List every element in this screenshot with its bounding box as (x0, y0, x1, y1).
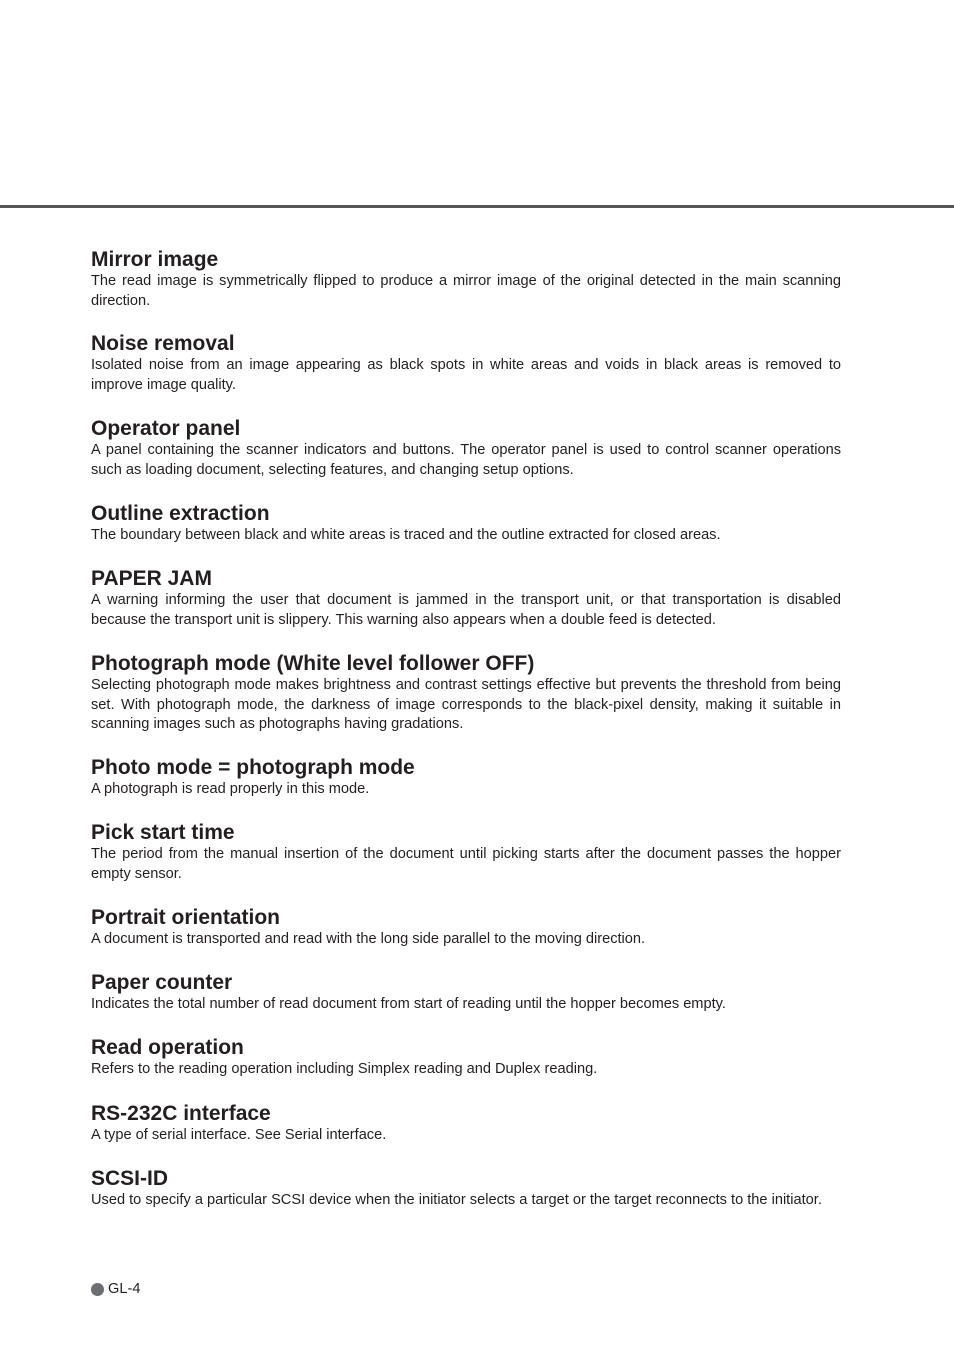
term-heading: Portrait orientation (91, 906, 281, 929)
term-definition: Isolated noise from an image appearing as black spots in white areas and voids in black areas is removed to improve image quality. (91, 357, 841, 393)
term-heading: Outline extraction (91, 502, 270, 525)
glossary-entry-paper-counter (91, 971, 726, 1015)
term-definition: Used to specify a particular SCSI device when the initiator selects a target or the target reconnects to the initiator. (91, 1192, 822, 1208)
glossary-entry-photograph-mode (91, 652, 841, 735)
header-rule (0, 205, 954, 208)
glossary-entry-photo-mode (91, 756, 415, 800)
glossary-entry-portrait-orientation (91, 906, 645, 950)
glossary-entry-outline-extraction (91, 502, 721, 546)
term-heading: PAPER JAM (91, 567, 212, 590)
term-definition: A panel containing the scanner indicators and buttons. The operator panel is used to control scanner operations such as loading document, selecting features, and changing setup options. (91, 442, 841, 478)
term-heading: Mirror image (91, 248, 219, 271)
term-definition: The boundary between black and white areas is traced and the outline extracted for closed areas. (91, 527, 721, 543)
glossary-entry-scsi-id (91, 1167, 822, 1211)
glossary-entry-operator-panel (91, 417, 841, 480)
term-definition: A document is transported and read with the long side parallel to the moving direction. (91, 931, 646, 947)
glossary-entry-mirror-image (91, 248, 841, 311)
term-definition: A type of serial interface. See Serial interface. (91, 1127, 387, 1143)
term-definition: Selecting photograph mode makes brightness and contrast settings effective but prevents the threshold from being set. With photograph mode, the darkness of image corresponds to the black-pixel density, making it suitable in scanning images such as photographs having gradations. (91, 677, 841, 732)
term-heading: Paper counter (91, 971, 233, 994)
term-heading: Pick start time (91, 821, 235, 844)
term-definition: Indicates the total number of read document from start of reading until the hopper becomes empty. (91, 996, 726, 1012)
term-definition: The period from the manual insertion of the document until picking starts after the document passes the hopper empty sensor. (91, 846, 841, 882)
term-heading: Read operation (91, 1036, 244, 1059)
term-heading: SCSI-ID (91, 1167, 169, 1190)
bullet-dot-icon (91, 1283, 104, 1296)
term-definition: A photograph is read properly in this mode. (91, 781, 370, 797)
term-heading: Operator panel (91, 417, 241, 440)
glossary-entry-pick-start-time (91, 821, 841, 884)
glossary-entry-paper-jam (91, 567, 841, 630)
term-heading: Photo mode = photograph mode (91, 756, 415, 779)
term-definition: A warning informing the user that document is jammed in the transport unit, or that transportation is disabled because the transport unit is slippery. This warning also appears when a double feed is detected. (91, 592, 841, 628)
glossary-entry-read-operation (91, 1036, 597, 1080)
glossary-entry-noise-removal (91, 332, 841, 395)
term-definition: The read image is symmetrically flipped to produce a mirror image of the original detected in the main scanning direction. (91, 273, 841, 309)
term-heading: Photograph mode (White level follower OFF) (91, 652, 535, 675)
term-definition: Refers to the reading operation including Simplex reading and Duplex reading. (91, 1061, 598, 1077)
glossary-entry-rs232c-interface (91, 1102, 386, 1146)
page-number: GL-4 (108, 1281, 141, 1297)
term-heading: RS-232C interface (91, 1102, 271, 1125)
term-heading: Noise removal (91, 332, 235, 355)
page-footer (91, 1280, 140, 1298)
